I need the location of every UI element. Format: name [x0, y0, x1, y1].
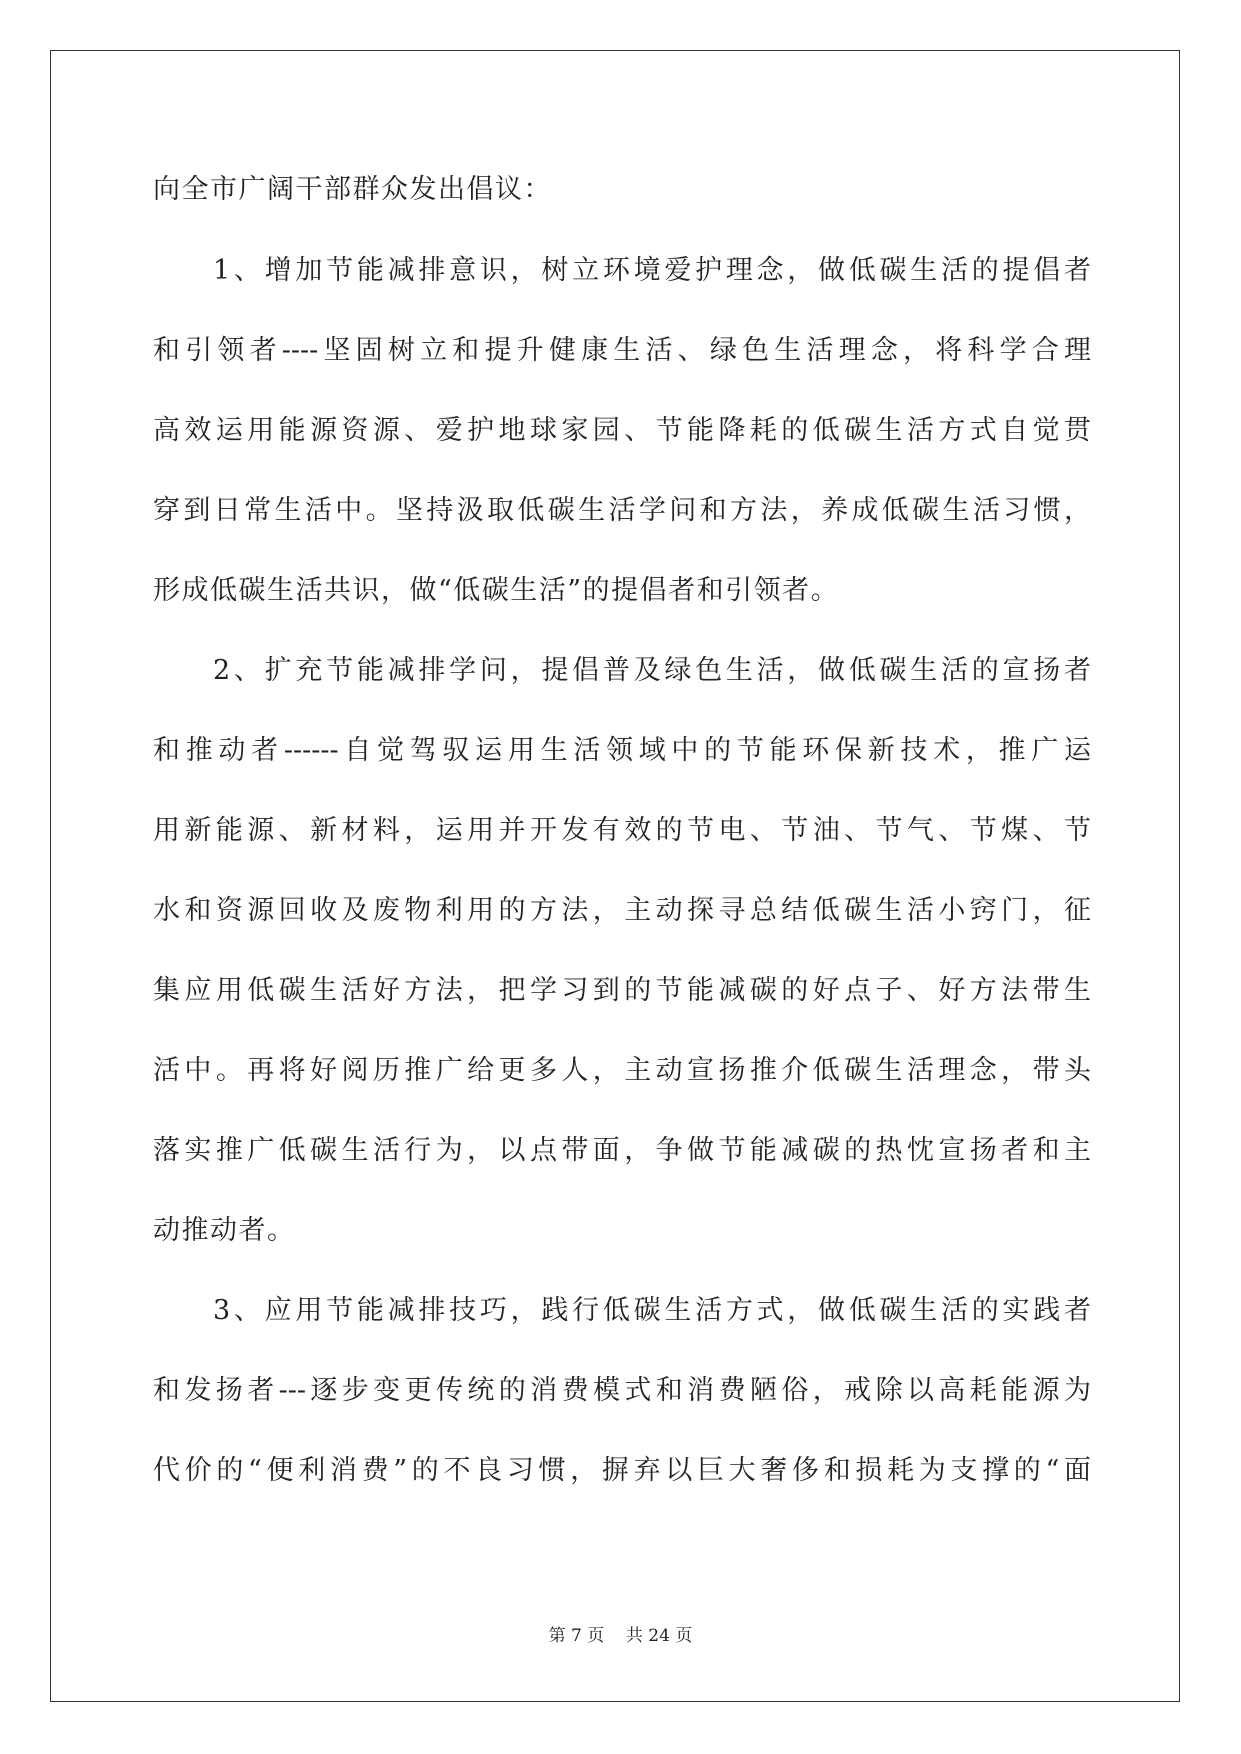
text-line: 和推动者------自觉驾驭运用生活领域中的节能环保新技术，推广运: [153, 735, 1091, 766]
text-line: 用新能源、新材料，运用并开发有效的节电、节油、节气、节煤、节: [153, 815, 1091, 846]
text-line: 穿到日常生活中。坚持汲取低碳生活学问和方法，养成低碳生活习惯，: [153, 495, 1091, 526]
text-line: 向全市广阔干部群众发出倡议：: [153, 174, 552, 205]
text-line: 和引领者----坚固树立和提升健康生活、绿色生活理念，将科学合理: [153, 335, 1091, 366]
text-line: 集应用低碳生活好方法，把学习到的节能减碳的好点子、好方法带生: [153, 975, 1091, 1006]
text-line: 活中。再将好阅历推广给更多人，主动宣扬推介低碳生活理念，带头: [153, 1055, 1091, 1086]
text-line: 落实推广低碳生活行为，以点带面，争做节能减碳的热忱宣扬者和主: [153, 1135, 1091, 1166]
text-line: 代价的“便利消费”的不良习惯，摒弃以巨大奢侈和损耗为支撑的“面: [153, 1455, 1091, 1486]
paragraph-3-first-line: 3、应用节能减排技巧，践行低碳生活方式，做低碳生活的实践者: [213, 1295, 1091, 1326]
text-line: 高效运用能源资源、爱护地球家园、节能降耗的低碳生活方式自觉贯: [153, 415, 1091, 446]
page-number: 第 7 页: [548, 1626, 605, 1646]
text-line: 和发扬者---逐步变更传统的消费模式和消费陋俗，戒除以高耗能源为: [153, 1375, 1091, 1406]
page-footer: [0, 1624, 1241, 1648]
text-line: 形成低碳生活共识，做“低碳生活”的提倡者和引领者。: [153, 575, 840, 606]
text-line: 水和资源回收及废物利用的方法，主动探寻总结低碳生活小窍门，征: [153, 895, 1091, 926]
total-pages: 共 24 页: [625, 1626, 693, 1646]
text-line: 动推动者。: [153, 1215, 296, 1246]
paragraph-2-first-line: 2、扩充节能减排学问，提倡普及绿色生活，做低碳生活的宣扬者: [213, 655, 1091, 686]
paragraph-1-first-line: 1、增加节能减排意识，树立环境爱护理念，做低碳生活的提倡者: [213, 255, 1091, 286]
